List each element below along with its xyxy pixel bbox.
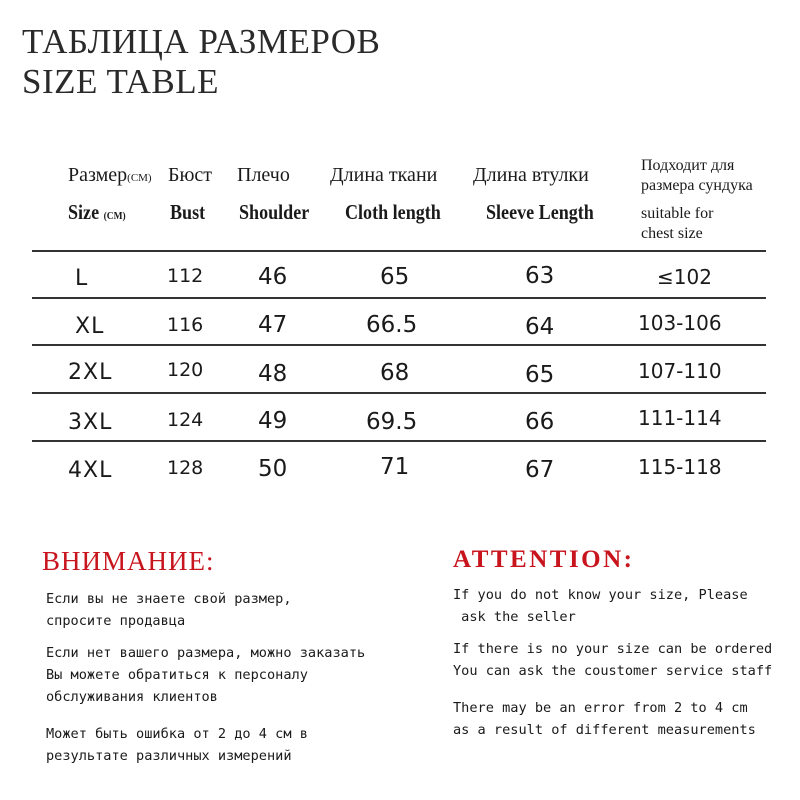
- table-cell-sleeve: 67: [525, 457, 555, 483]
- table-cell-shoulder: 48: [258, 361, 288, 387]
- header-chest-en: suitable for chest size: [641, 205, 714, 242]
- table-cell-cloth: 68: [380, 360, 410, 386]
- table-cell-chest: 115-118: [638, 455, 722, 479]
- table-rule: [32, 440, 766, 442]
- table-cell-sleeve: 65: [525, 362, 555, 388]
- attention-ru-paragraph: Если вы не знаете свой размер, спросите продавца: [46, 591, 292, 629]
- header-cloth-en: Cloth length: [345, 200, 441, 224]
- table-cell-bust: 116: [167, 314, 204, 336]
- table-cell-bust: 124: [167, 409, 204, 431]
- header-sleeve-en: Sleeve Length: [486, 200, 594, 224]
- header-chest-ru: Подходит для размера сундука: [641, 157, 753, 194]
- attention-en-paragraph: If you do not know your size, Please ask the seller: [453, 587, 748, 625]
- header-sleeve-ru: Длина втулки: [473, 164, 589, 186]
- table-cell-size: 2XL: [68, 360, 113, 385]
- header-bust-ru: Бюст: [168, 164, 213, 186]
- table-cell-shoulder: 47: [258, 312, 288, 338]
- attention-ru-paragraph: Может быть ошибка от 2 до 4 см в результате различных измерений: [46, 726, 308, 764]
- table-cell-size: 4XL: [68, 458, 113, 483]
- header-size-en: Size (CM): [68, 200, 126, 224]
- table-cell-shoulder: 49: [258, 408, 288, 434]
- page-title-ru: ТАБЛИЦА РАЗМЕРОВ: [22, 22, 381, 61]
- attention-en-paragraph: If there is no your size can be ordered You can ask the coustomer service staff: [453, 641, 773, 679]
- table-cell-size: 3XL: [68, 410, 113, 435]
- page-title-en: SIZE TABLE: [22, 62, 219, 101]
- header-size-ru: Размер(СМ): [68, 164, 152, 186]
- table-cell-shoulder: 46: [258, 264, 288, 290]
- header-shoulder-ru: Плечо: [237, 164, 290, 186]
- table-cell-chest: 111-114: [638, 406, 722, 430]
- table-cell-cloth: 65: [380, 264, 410, 290]
- attention-en-paragraph: There may be an error from 2 to 4 cm as a result of different measurements: [453, 700, 756, 738]
- header-cloth-ru: Длина ткани: [330, 164, 438, 186]
- table-rule: [32, 250, 766, 252]
- header-shoulder-en: Shoulder: [239, 200, 310, 224]
- table-rule: [32, 392, 766, 394]
- attention-title-en: ATTENTION:: [453, 546, 635, 573]
- table-rule: [32, 297, 766, 299]
- table-cell-cloth: 71: [380, 454, 410, 480]
- table-cell-size: XL: [75, 314, 105, 339]
- header-bust-en: Bust: [170, 200, 206, 224]
- table-cell-bust: 120: [167, 359, 204, 381]
- table-cell-sleeve: 63: [525, 263, 555, 289]
- table-cell-size: L: [75, 266, 89, 291]
- table-cell-cloth: 66.5: [366, 312, 418, 338]
- table-cell-bust: 128: [167, 457, 204, 479]
- table-rule: [32, 344, 766, 346]
- attention-title-ru: ВНИМАНИЕ:: [42, 546, 215, 576]
- table-cell-sleeve: 64: [525, 314, 555, 340]
- table-cell-sleeve: 66: [525, 409, 555, 435]
- table-cell-shoulder: 50: [258, 456, 288, 482]
- table-cell-chest: 107-110: [638, 359, 722, 383]
- attention-ru-paragraph: Если нет вашего размера, можно заказать Вы можете обратиться к персоналу обслуживания клиентов: [46, 645, 366, 705]
- table-cell-bust: 112: [167, 265, 204, 287]
- table-cell-cloth: 69.5: [366, 409, 418, 435]
- table-cell-chest: ≤102: [657, 265, 712, 289]
- table-cell-chest: 103-106: [638, 311, 722, 335]
